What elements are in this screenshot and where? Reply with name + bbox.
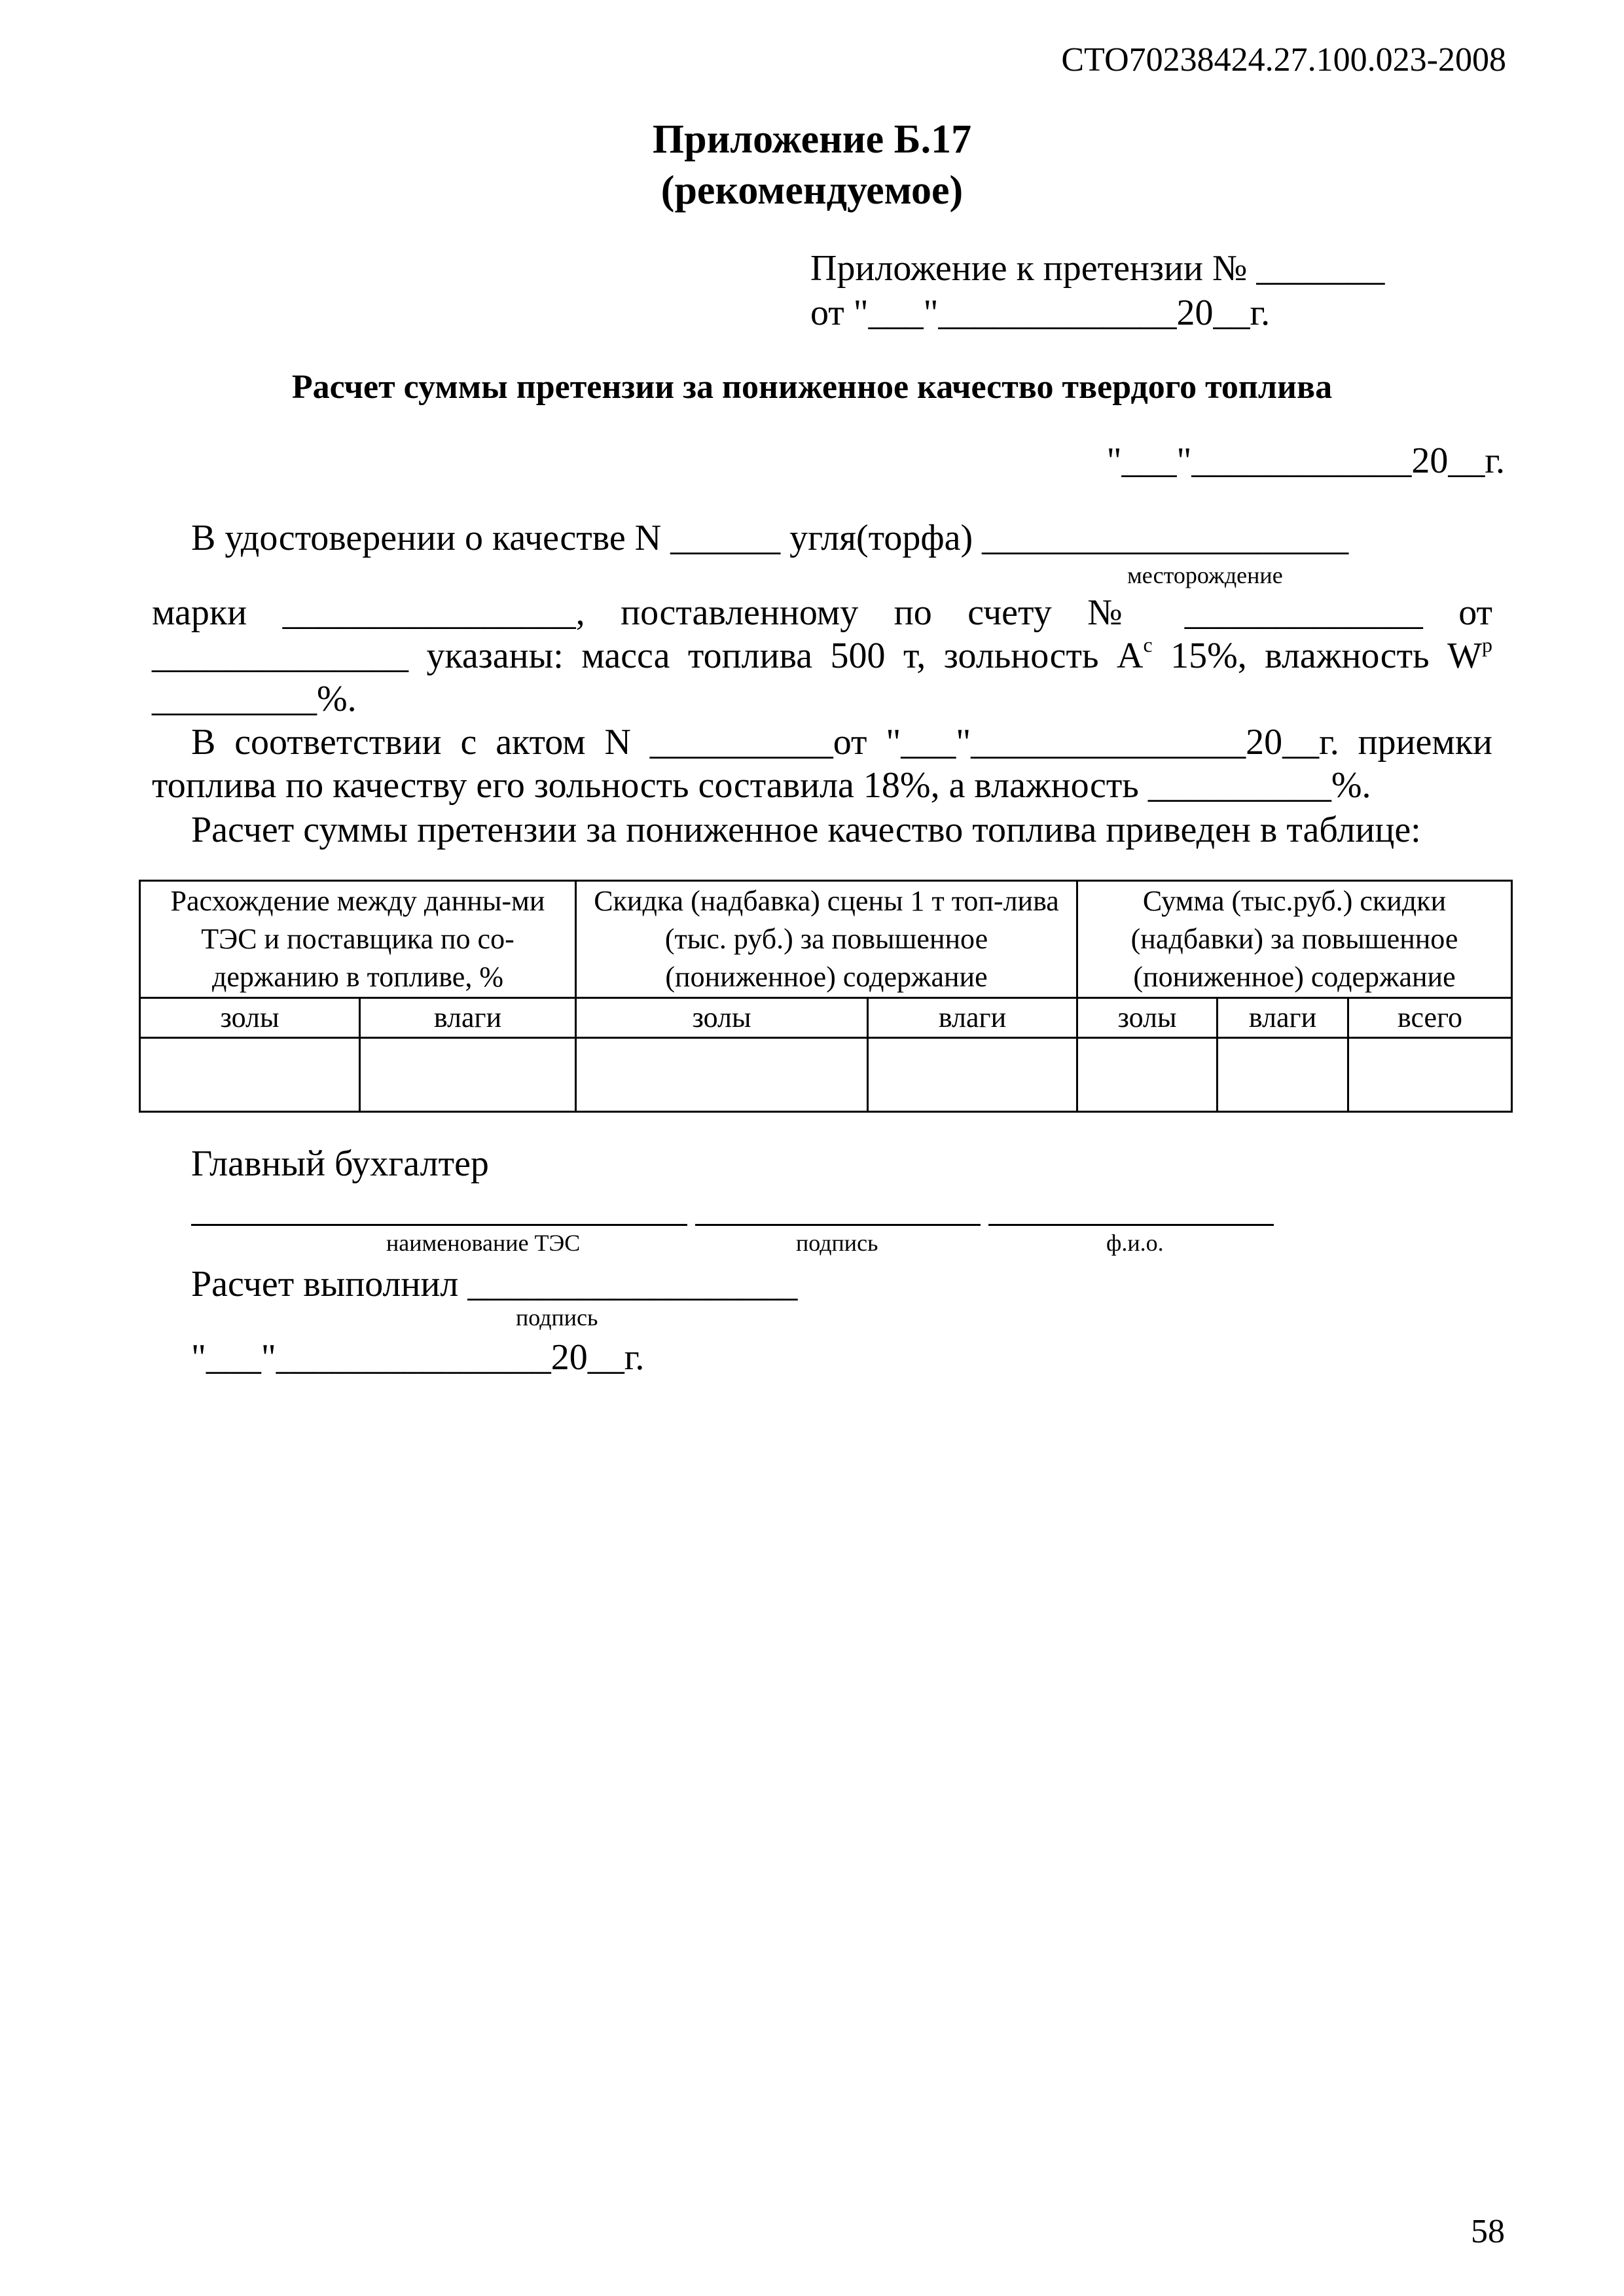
subheader-total: всего xyxy=(1348,998,1512,1038)
act-reference-line: В соответствии с актом N __________от "___"_______________20__г. приемки xyxy=(191,722,1492,762)
signature-caption: подпись xyxy=(796,1230,878,1256)
table-cell xyxy=(1218,1038,1348,1112)
subheader-moisture: влаги xyxy=(360,998,576,1038)
claim-calculation-table xyxy=(139,880,1513,1113)
calculation-date: "___"____________20__г. xyxy=(1106,440,1505,481)
header-discount-sum: Сумма (тыс.руб.) скидки (надбавки) за повышенное (пониженное) содержание xyxy=(1077,881,1512,998)
subheader-moisture: влаги xyxy=(868,998,1077,1038)
mass-ash-text: ______________ указаны: масса топлива 500 т, зольность А xyxy=(152,636,1144,676)
document-code: СТО70238424.27.100.023-2008 xyxy=(1061,41,1506,79)
claim-reference-number: Приложение к претензии № _______ xyxy=(810,248,1385,289)
claim-reference-date: от "___"_____________20__г. xyxy=(810,293,1271,333)
quality-certificate-line: В удостоверении о качестве N ______ угля(торфа) ____________________ xyxy=(191,518,1349,558)
performer-signature-caption: подпись xyxy=(516,1304,598,1331)
table-row xyxy=(140,1038,1512,1112)
signature-date: "___"_______________20__г. xyxy=(191,1337,645,1378)
moisture-percent-line: _________%. xyxy=(152,679,357,719)
page-number: 58 xyxy=(1471,2213,1505,2250)
header-discrepancy: Расхождение между данны-ми ТЭС и поставщика по со-держанию в топливе, % xyxy=(140,881,576,998)
header-discount-per-ton: Скидка (надбавка) сцены 1 т топ-лива (тыс. руб.) за повышенное (пониженное) содержание xyxy=(576,881,1077,998)
chief-accountant-label: Главный бухгалтер xyxy=(191,1143,489,1184)
full-name-line xyxy=(988,1198,1274,1226)
subheader-moisture: влаги xyxy=(1218,998,1348,1038)
performed-by-line: Расчет выполнил __________________ xyxy=(191,1264,798,1304)
table-intro-line: Расчет суммы претензии за пониженное качество топлива приведен в таблице: xyxy=(191,810,1421,850)
table-cell xyxy=(576,1038,868,1112)
signature-line xyxy=(695,1198,981,1226)
ash-superscript: с xyxy=(1143,633,1153,656)
appendix-title: Приложение Б.17 xyxy=(652,117,972,162)
table-cell xyxy=(140,1038,360,1112)
moisture-text: 15%, влажность W xyxy=(1152,636,1482,676)
table-cell xyxy=(360,1038,576,1112)
table-cell xyxy=(868,1038,1077,1112)
mass-ash-moisture-line xyxy=(152,635,1492,677)
calculation-title: Расчет суммы претензии за пониженное качество твердого топлива xyxy=(291,368,1333,406)
tes-name-line xyxy=(191,1198,687,1226)
moisture-superscript: р xyxy=(1482,633,1492,656)
actual-quality-line: топлива по качеству его зольность составила 18%, а влажность __________%. xyxy=(152,765,1371,806)
subheader-ash: золы xyxy=(1077,998,1218,1038)
table-cell xyxy=(1077,1038,1218,1112)
grade-invoice-line: марки ________________, поставленному по счету № _____________ от xyxy=(152,592,1492,633)
full-name-caption: ф.и.о. xyxy=(1106,1230,1164,1256)
table-header-row xyxy=(140,881,1512,998)
subheader-ash: золы xyxy=(576,998,868,1038)
table-cell xyxy=(1348,1038,1512,1112)
subheader-ash: золы xyxy=(140,998,360,1038)
deposit-caption: месторождение xyxy=(1127,562,1283,588)
tes-name-caption: наименование ТЭС xyxy=(386,1230,581,1256)
appendix-subtitle: (рекомендуемое) xyxy=(660,168,964,213)
table-subheader-row xyxy=(140,998,1512,1038)
